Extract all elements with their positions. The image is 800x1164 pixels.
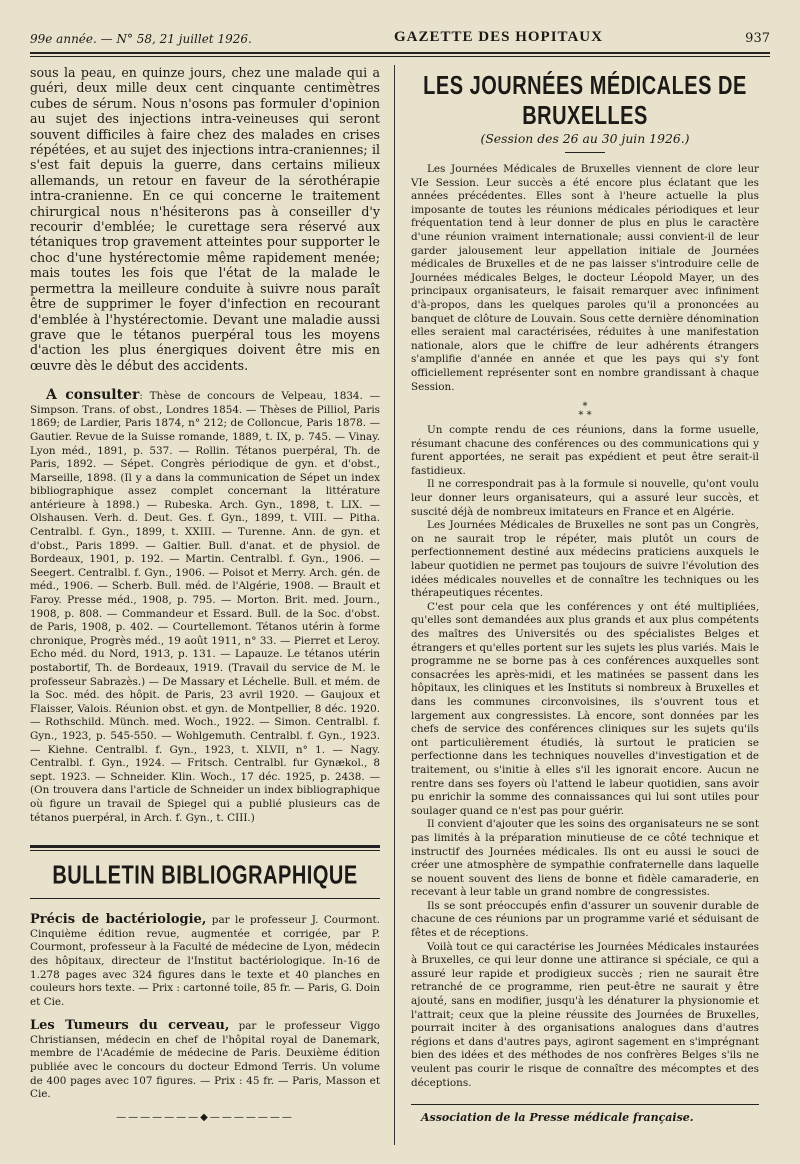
association-credit: Association de la Presse médicale française. [421, 1111, 694, 1125]
entry-2-title: Les Tumeurs du cerveau, [30, 1018, 230, 1034]
closing-ornament: ———————◆——————— [116, 1111, 294, 1123]
paragraph-7: Ils se sont préoccupés enfin d'assurer un souvenir durable de chacune de ces réunions par un programme varié et séduisant de fêtes et de réceptions. [411, 899, 759, 940]
entry-1-text: par le professeur J. Courmont. Cinquième édition revue, augmentée et corrigée, par P. Courmont, professeur à la Faculté de médecine de Lyon, médecin des hôpitaux, directeur de l'Institut bactériologique. In-16 de 1.278 pages avec 324 figures dans le texte et 40 planches en couleurs hors texte. — Prix : cartonné toile, 85 fr. — Paris, G. Doin et Cie. [30, 914, 380, 1008]
header-rule [30, 52, 770, 57]
paragraph-1: Les Journées Médicales de Bruxelles viennent de clore leur VIe Session. Leur succès a été encore plus éclatant que les années précédentes. Elles sont à l'heure actuelle la plus imposante de toutes les réunions médicales périodiques et leur fréquentation tend à leur donner de plus en plus le caractère d'une réunion vraiment internationale; aussi convient-il de leur garder jalousement leur appellation initiale de Journées médicales de Bruxelles et de ne pas laisser s'introduire celle de Journées médicales Belges, le docteur Léopold Mayer, un des principaux organisateurs, le faisait remarquer avec infiniment d'à-propos, dans les quelques paroles qu'il a prononcées au banquet de clôture de Louvain. Sous cette dernière dénomination elles seraient mal caractérisées, réduites à une manifestation nationale, alors que le chiffre de leur adhérents étrangers s'amplifie d'année en année et que les pays qui s'y font officiellement représenter sont en nombre grandissant à chaque Session. [411, 163, 759, 393]
asterism: * * * [578, 401, 592, 422]
article-title: LES JOURNÉES MÉDICALES DE BRUXELLES [423, 72, 747, 131]
page-number: 937 [745, 31, 770, 46]
article-continuation: sous la peau, en quinze jours, chez une malade qui a guéri, deux mille deux cent cinquante centimètres cubes de sérum. Nous n'osons pas formuler d'opinion au sujet des injections intra-veineuses qui seront souvent difficiles à faire chez des malades en crises répétées, et au sujet des injections intra-craniennes; il s'est fait depuis la guerre, dans certains milieux allemands, un retour en faveur de la sérothérapie intra-cranienne. En ce qui concerne le traitement chirurgical nous n'hésiterons pas à conseiller d'y recourir d'emblée; le curettage sera réservé aux tétaniques trop gravement atteintes pour supporter le choc d'une hystérectomie même rapidement menée; mais toutes les fois que l'état de la malade le permettra la meilleure conduite à suivre nous paraît être de supprimer le foyer d'infection en recourant d'emblée à l'hystérectomie. Devant une maladie aussi grave que le tétanos puerpéral tous les moyens d'action les plus énergiques doivent être mis en œuvre dès le début des accidents. [30, 65, 380, 373]
paragraph-2: Un compte rendu de ces réunions, dans la forme usuelle, résumant chacune des conférences ou des communications qui y furent apportées, ne serait pas expédient et peut être serait-il fastidieux. [411, 424, 759, 477]
paragraph-8: Voilà tout ce qui caractérise les Journées Médicales instaurées à Bruxelles, ce qui leur donne une attirance si spéciale, ce qui a assuré leur rapide et prodigieux succès ; rien ne saurait être retranché de ce programme, rien peut-être ne saurait y être ajouté, sans en modifier, jusqu'à les dénaturer la physionomie et l'attrait; ceux que la pleine réussite des Journées de Bruxelles, pourrait inciter à des organisations analogues dans d'autres régions et dans d'autres pays, agiront sagement en s'imprégnant bien des idées et des méthodes de nos confrères Belges s'ils ne veulent pas courir le risque de connaître des mécomptes et des déceptions. [411, 940, 759, 1089]
consult-label: A consulter [46, 387, 140, 404]
references-text: : Thèse de concours de Velpeau, 1834. — Simpson. Trans. of obst., Londres 1854. — Thèses de Pilliol, Paris 1869; de Lardier, Paris 1874, n° 212; de Colloncue, Paris 1878. — Gautier. Revue de la Suisse romande, 1889, t. IX, p. 745. — Vinay. Lyon méd., 1891, p. 537. — Rollin. Tétanos puerpéral, Th. de Paris, 1892. — Sépet. Congrès périodique de gyn. et d'obst., Marseille, 1898. (Il y a dans la communication de Sépet un index bibliographique assez complet concernant la littérature antérieure à 1898.) — Rubeska. Arch. Gyn., 1898, t. LIX. — Olshausen. Verh. d. Deut. Ges. f. Gyn., 1899, t. VIII. — Pitha. Centralbl. f. Gyn., 1899, t. XXIII. — Turenne. Ann. de gyn. et d'obst., Paris 1899. — Galtier. Bull. d'anat. et de physiol. de Bordeaux, 1901, p. 192. — Martin. Centralbl. f. Gyn., 1906. — Seegert. Centralbl. f. Gyn., 1906. — Poisot et Merry. Arch. gén. de méd., 1906. — Scherb. Bull. méd. de l'Algérie, 1908. — Brault et Faroy. Presse méd., 1908, p. 795. — Morton. Brit. med. Journ., 1908, p. 808. — Commandeur et Essard. Bull. de la Soc. d'obst. de Paris, 1908, p. 402. — Courtellemont. Tétanos utérin à forme chronique, Progrès méd., 19 août 1911, n° 33. — Pierret et Leroy. Echo méd. du Nord, 1913, p. 131. — Lapauze. Le tétanos utérin postabortif, Th. de Bordeaux, 1919. (Travail du service de M. le professeur Sabrazès.) — De Massary et Léchelle. Bull. et mém. de la Soc. méd. des hôpit. de Paris, 23 avril 1920. — Gaujoux et Flaisser, Valois. Réunion obst. et gyn. de Montpellier, 8 déc. 1920. — Rothschild. Münch. med. Woch., 1922. — Simon. Centralbl. f. Gyn., 1923, p. 545-550. — Wohlgemuth. Centralbl. f. Gyn., 1923. — Kiehne. Centralbl. f. Gyn., 1923, t. XLVII, n° 1. — Nagy. Centralbl. f. Gyn., 1924. — Fritsch. Centralbl. fur Gynækol., 8 sept. 1923. — Schneider. Klin. Woch., 17 déc. 1925, p. 2438. — (On trouvera dans l'article de Schneider un index bibliographique où figure un travail de Spiegel qui a publié plusieurs cas de tétanos puerpéral, in Arch. f. Gyn., t. CIII.) [30, 390, 380, 824]
bibliography-entry-2 [30, 1019, 380, 1102]
entry-2-text: par le professeur Viggo Christiansen, médecin en chef de l'hôpital royal de Danemark, membre de l'Académie de médecine de Paris. Deuxième édition publiée avec le concours du docteur Edmond Terris. Un volume de 400 pages avec 107 figures. — Prix : 45 fr. — Paris, Masson et Cie. [30, 1020, 380, 1101]
bibliography-entry-1 [30, 913, 380, 1009]
bulletin-rule [30, 898, 380, 899]
column-divider [394, 65, 395, 1145]
bulletin-title: BULLETIN BIBLIOGRAPHIQUE [52, 861, 358, 891]
running-header [30, 22, 770, 46]
paragraph-5: C'est pour cela que les conférences y ont été multipliées, qu'elles sont demandées aux plus grands et aux plus compétents des maîtres des Universités ou des spécialistes Belges et étrangers et qu'elles portent sur les sujets les plus variés. Mais le programme ne se borne pas à ces conférences auxquelles sont consacrées les après-midi, et les matinées se passent dans les hôpitaux, les cliniques et les Instituts si nombreux à Bruxelles et dans les communes circonvoisines, ils s'ouvrent tous et largement aux congressistes. Là encore, sont données par les chefs de service des conférences cliniques sur les sujets qu'ils ont particulièrement étudiés, là surtout le praticien se perfectionne dans les techniques nouvelles d'investigation et de traitement, ou s'initie à elles s'il les ignorait encore. Aucun ne rentre dans ses foyers où l'attend le labeur quotidien, sans avoir pu enrichir la somme des connaissances qui lui sont utiles pour soulager quand ce n'est pas pour guérir. [411, 600, 759, 817]
entry-1-title: Précis de bactériologie, [30, 912, 207, 928]
paragraph-6: Il convient d'ajouter que les soins des organisateurs ne se sont pas limités à la préparation minutieuse de ce côté technique et instructif des Journées médicales. Ils ont eu aussi le souci de créer une atmosphère de sympathie confraternelle dans laquelle se nouent souvent des liens de bonne et fidèle camaraderie, en recevant à leur table un grand nombre de congressistes. [411, 818, 759, 899]
right-column [399, 65, 759, 1145]
journal-title: GAZETTE DES HOPITAUX [394, 29, 603, 45]
title-rule [565, 152, 605, 153]
references-paragraph [30, 389, 380, 825]
issue-line: 99e année. — N° 58, 21 juillet 1926. [30, 32, 252, 46]
left-column [30, 65, 390, 1145]
article-subtitle: (Session des 26 au 30 juin 1926.) [480, 131, 690, 146]
section-rule-top [30, 845, 380, 848]
paragraph-4: Les Journées Médicales de Bruxelles ne sont pas un Congrès, on ne saurait trop le répéter, mais plutôt un cours de perfectionnement destiné aux médecins praticiens auxquels le labeur quotidien ne permet pas toujours de suivre l'évolution des idées médicales nouvelles et de connaître les techniques ou les thérapeutiques récentes. [411, 519, 759, 600]
footer-rule [411, 1104, 759, 1105]
paragraph-3: Il ne correspondrait pas à la formule si nouvelle, qu'ont voulu leur donner leurs organisateurs, qui a assuré leur succès, et suscité déjà de nombreux imitateurs en France et en Algérie. [411, 478, 759, 518]
section-rule-bottom [30, 850, 380, 851]
columns [30, 65, 770, 1145]
